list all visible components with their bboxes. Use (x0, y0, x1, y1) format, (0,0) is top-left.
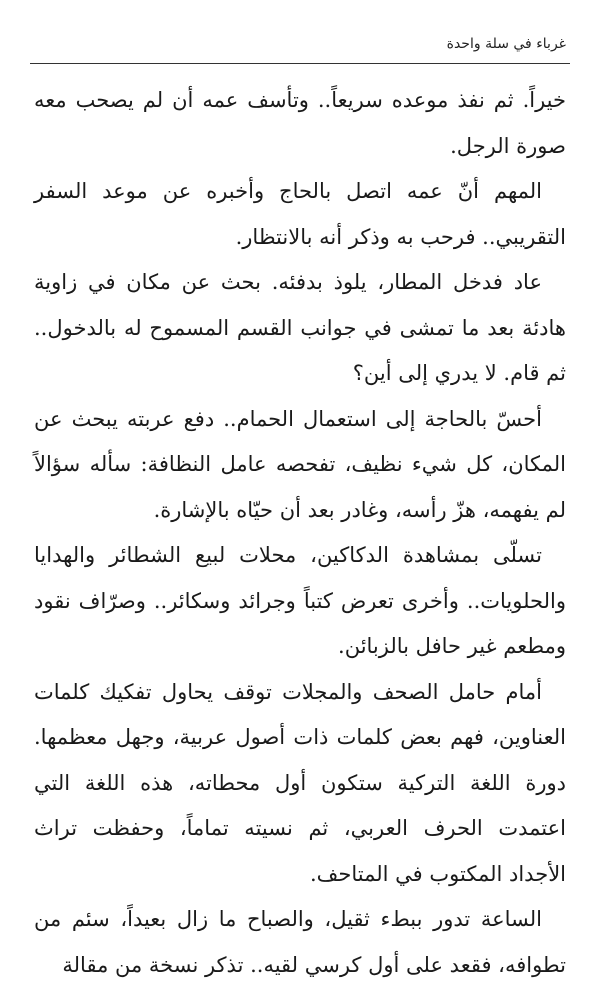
page-body (34, 78, 566, 988)
paragraph: أمام حامل الصحف والمجلات توقف يحاول تفكيك كلمات العناوين، فهم بعض كلمات ذات أصول عربية، وجهل معظمها. دورة اللغة التركية ستكون أول محطاته، هذه اللغة التي اعتمدت الحرف العربي، ثم نسيته تماماً، وحفظت تراث الأجداد المكتوب في المتاحف. (34, 679, 566, 886)
paragraph: المهم أنّ عمه اتصل بالحاج وأخبره عن موعد السفر التقريبي.. فرحب به وذكر أنه بالانتظار. (34, 179, 566, 249)
paragraph: عاد فدخل المطار، يلوذ بدفئه. بحث عن مكان في زاوية هادئة بعد ما تمشى في جوانب القسم المسموح له بالدخول.. ثم قام. لا يدري إلى أين؟ (34, 270, 566, 385)
running-header-title: غرباء في سلة واحدة (446, 36, 566, 52)
paragraph: الساعة تدور ببطء ثقيل، والصباح ما زال بعيداً، سئم من تطوافه، فقعد على أول كرسي لقيه.. تذكر نسخة من مقالة (34, 907, 566, 977)
paragraph: خيراً. ثم نفذ موعده سريعاً.. وتأسف عمه أن لم يصحب معه صورة الرجل. (34, 88, 566, 158)
header-divider (30, 63, 570, 64)
paragraph: أحسّ بالحاجة إلى استعمال الحمام.. دفع عربته يبحث عن المكان، كل شيء نظيف، تفحصه عامل النظافة: سأله سؤالاً لم يفهمه، هزّ رأسه، وغادر بعد أن حيّاه بالإشارة. (34, 406, 566, 522)
paragraph: تسلّى بمشاهدة الدكاكين، محلات لبيع الشطائر والهدايا والحلويات.. وأخرى تعرض كتباً وجرائد وسكائر.. وصرّاف نقود ومطعم غير حافل بالزبائن. (34, 543, 566, 658)
